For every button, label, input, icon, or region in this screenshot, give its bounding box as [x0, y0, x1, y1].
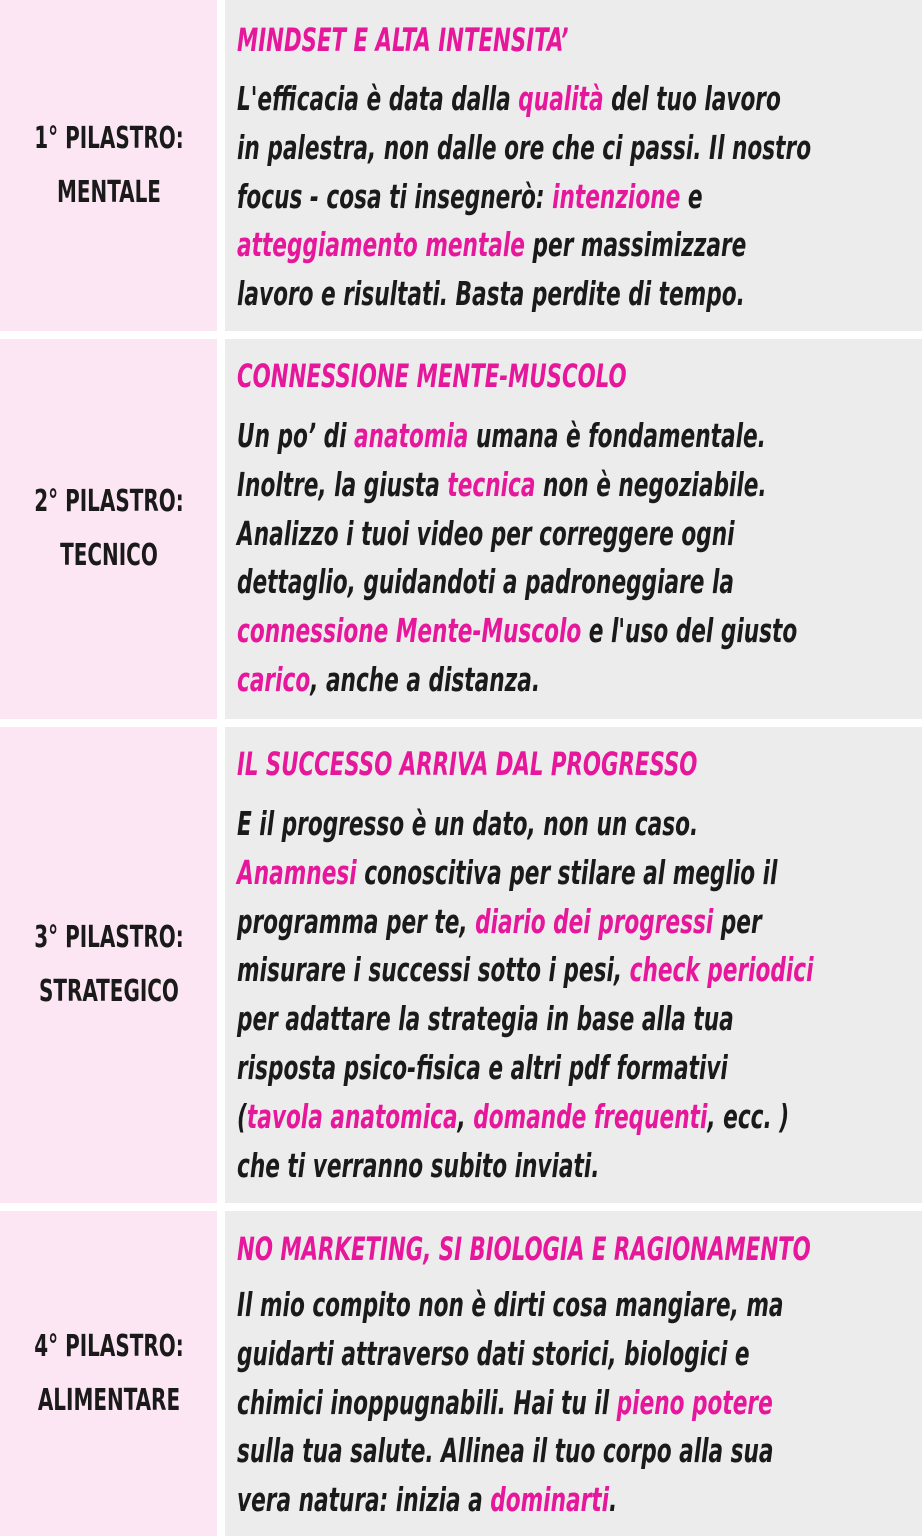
pillar-label-cell [0, 0, 217, 331]
body-line [237, 173, 914, 222]
body-text: Inoltre, la giusta [237, 465, 448, 504]
body-line [237, 849, 914, 898]
pillar-heading: MINDSET E ALTA INTENSITA’ [237, 21, 569, 59]
pillar-heading: NO MARKETING, SI BIOLOGIA E RAGIONAMENTO [237, 1230, 811, 1268]
pillar-row-1 [0, 0, 922, 331]
body-text: per [713, 902, 762, 941]
body-line [237, 1093, 914, 1142]
body-text: , ecc. ) [707, 1097, 790, 1136]
pillar-type: TECNICO [59, 538, 158, 573]
body-text: per massimizzare [524, 226, 747, 265]
body-line [237, 124, 914, 173]
body-line [237, 558, 914, 607]
body-line [237, 221, 914, 270]
body-line [237, 1281, 914, 1330]
body-text: Analizzo i tuoi video per correggere ogni [237, 514, 735, 553]
body-text: ( [237, 1097, 247, 1136]
pillar-label-cell [0, 1211, 217, 1536]
body-text: per adattare la strategia in base alla tua [237, 1000, 734, 1039]
body-text: . [609, 1481, 618, 1520]
pillar-label-cell [0, 727, 217, 1203]
body-text: Un po’ di [237, 417, 355, 455]
body-text: programma per te, [237, 902, 476, 941]
body-text: del tuo lavoro [603, 80, 781, 118]
highlight-text: atteggiamento mentale [237, 226, 525, 265]
highlight-text: domande frequenti [473, 1097, 708, 1136]
body-line [237, 1044, 914, 1093]
body-line [237, 412, 914, 461]
highlight-text: check periodici [629, 951, 814, 990]
body-line [237, 75, 914, 124]
pillar-heading: IL SUCCESSO ARRIVA DAL PROGRESSO [237, 745, 698, 783]
pillar-content-cell [225, 1211, 922, 1536]
body-text: misurare i successi sotto i pesi, [237, 951, 630, 990]
highlight-text: diario dei progressi [475, 902, 714, 941]
highlight-text: tavola anatomica [246, 1097, 458, 1136]
body-line [237, 607, 914, 656]
pillar-content-cell [225, 0, 922, 331]
body-line [237, 1330, 914, 1379]
pillar-type: STRATEGICO [38, 974, 179, 1009]
highlight-text: qualità [518, 80, 604, 118]
pillar-body [237, 1281, 914, 1525]
body-line [237, 1427, 914, 1476]
body-text: lavoro e risultati. Basta perdite di tempo. [237, 275, 745, 314]
body-text: risposta psico-fisica e altri pdf formativi [237, 1048, 728, 1087]
pillar-content [237, 356, 914, 705]
pillar-content [237, 20, 914, 319]
pillar-label-cell [0, 339, 217, 719]
body-text: guidarti attraverso dati storici, biologici e [237, 1334, 750, 1373]
body-line [237, 800, 914, 849]
pillar-type: MENTALE [56, 174, 161, 210]
highlight-text: Anamnesi [237, 853, 357, 892]
pillar-row-3 [0, 727, 922, 1203]
pillar-number: 3° PILASTRO: [33, 920, 184, 955]
body-text: sulla tua salute. Allinea il tuo corpo alla sua [237, 1432, 774, 1471]
pillar-number: 4° PILASTRO: [33, 1328, 184, 1364]
pillar-content-cell [225, 727, 922, 1203]
pillar-label [34, 112, 183, 220]
highlight-text: tecnica [447, 465, 536, 504]
pillar-label [34, 475, 183, 583]
highlight-text: anatomia [354, 417, 469, 455]
body-line [237, 510, 914, 559]
body-line [237, 946, 914, 995]
body-line [237, 461, 914, 510]
pillar-body [237, 75, 914, 319]
pillar-content [237, 744, 914, 1190]
pillar-content-cell [225, 339, 922, 719]
body-text: , [457, 1097, 474, 1136]
highlight-text: pieno potere [616, 1383, 773, 1422]
pillar-label [34, 911, 183, 1019]
pillar-row-2 [0, 339, 922, 719]
body-line [237, 898, 914, 947]
highlight-text: dominarti [490, 1481, 610, 1520]
body-line [237, 1142, 914, 1191]
pillar-body [237, 412, 914, 705]
body-line [237, 995, 914, 1044]
body-text: chimici inoppugnabili. Hai tu il [237, 1383, 617, 1422]
body-line [237, 270, 914, 319]
pillar-heading: CONNESSIONE MENTE-MUSCOLO [237, 357, 627, 395]
highlight-text: connessione Mente-Muscolo [237, 612, 582, 651]
highlight-text: carico [237, 660, 311, 699]
body-text: in palestra, non dalle ore che ci passi. Il nostro [237, 128, 812, 167]
body-text: e l'uso del giusto [581, 612, 798, 651]
body-text: e [680, 177, 703, 216]
body-text: E il progresso è un dato, non un caso. [237, 805, 699, 843]
body-text: L'efficacia è data dalla [237, 80, 519, 118]
body-text: conoscitiva per stilare al meglio il [356, 853, 778, 892]
body-text: che ti verranno subito inviati. [237, 1146, 600, 1185]
body-line [237, 1379, 914, 1428]
body-line [237, 1476, 914, 1525]
pillar-row-4 [0, 1211, 922, 1536]
pillar-body [237, 800, 914, 1190]
body-text: focus - cosa ti insegnerò: [237, 177, 553, 216]
body-text: dettaglio, guidandoti a padroneggiare la [237, 563, 735, 602]
pillar-label [34, 1320, 183, 1428]
pillar-number: 2° PILASTRO: [33, 484, 184, 519]
body-text: vera natura: inizia a [237, 1481, 491, 1520]
highlight-text: intenzione [552, 177, 681, 216]
pillar-content [237, 1229, 914, 1525]
body-line [237, 656, 914, 705]
pillar-number: 1° PILASTRO: [33, 120, 184, 156]
body-text: Il mio compito non è dirti cosa mangiare, ma [237, 1286, 784, 1324]
body-text: umana è fondamentale. [468, 417, 766, 455]
pillar-type: ALIMENTARE [37, 1382, 180, 1418]
body-text: non è negoziabile. [535, 465, 767, 504]
body-text: , anche a distanza. [310, 660, 541, 699]
